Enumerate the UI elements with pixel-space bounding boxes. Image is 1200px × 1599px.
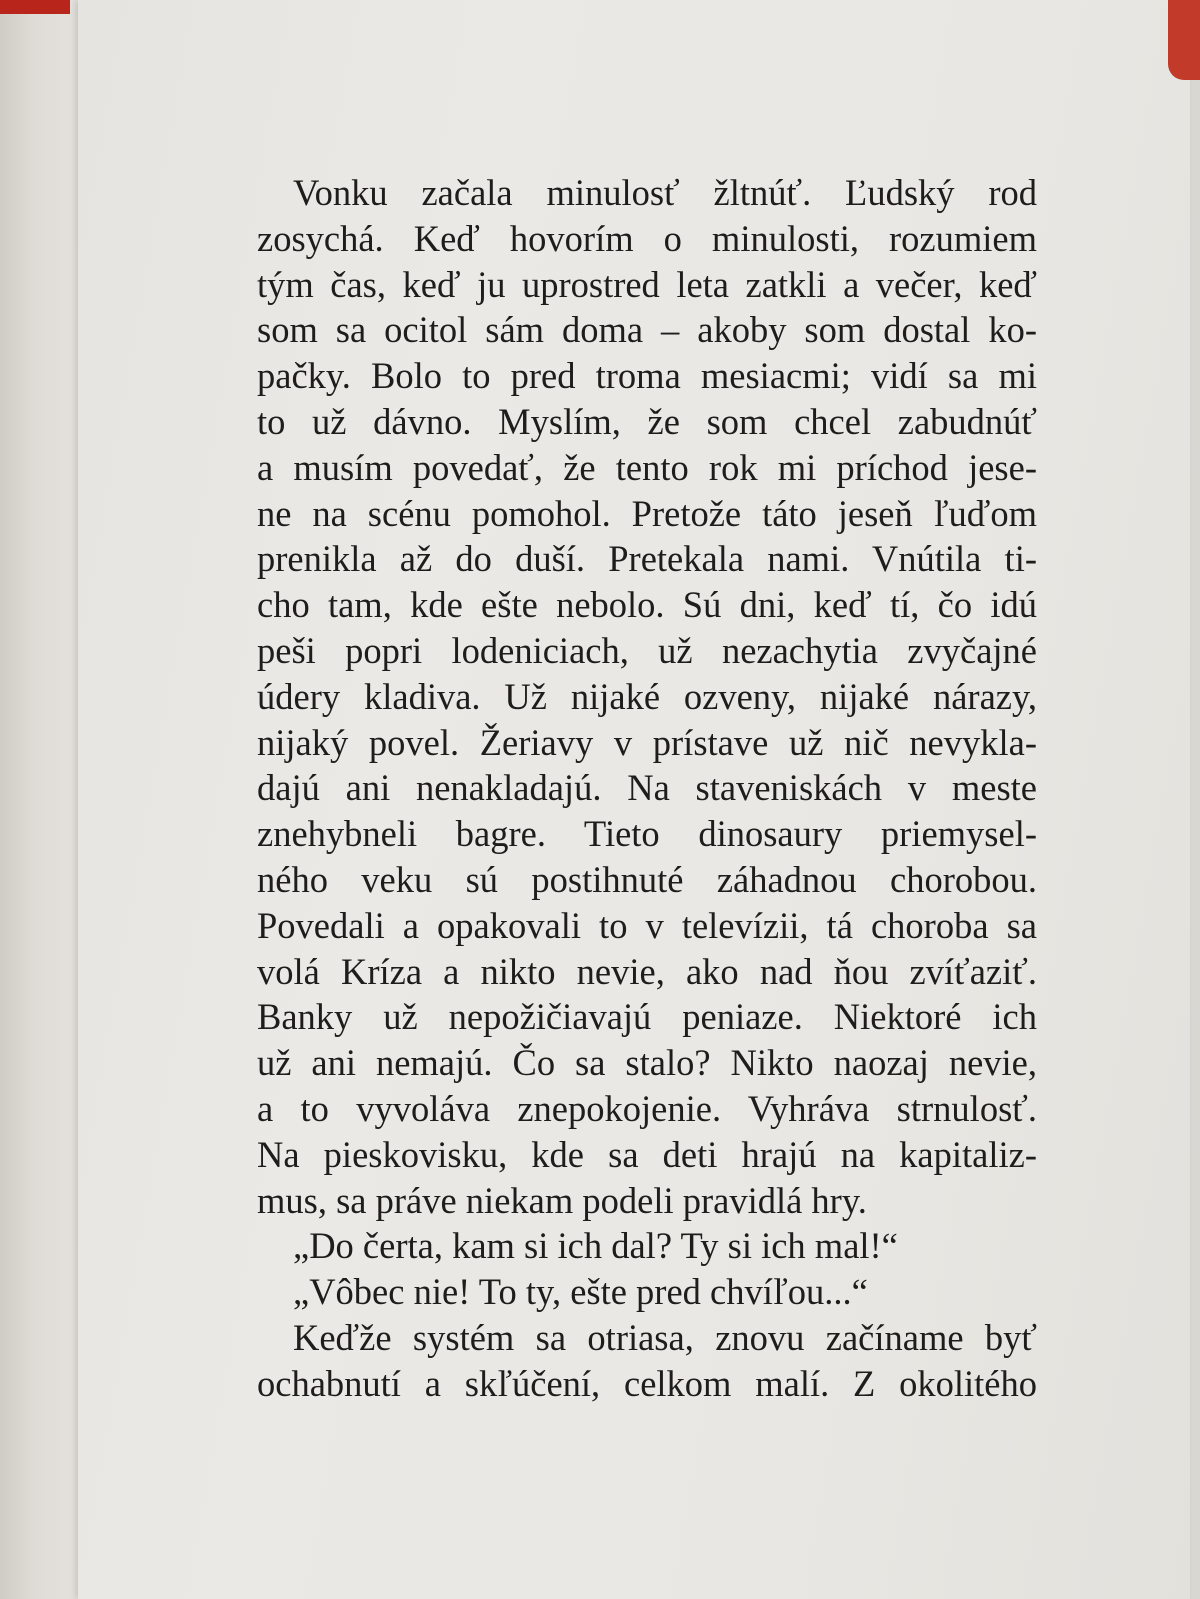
text-line: už ani nemajú. Čo sa stalo? Nikto naozaj nevie, <box>257 1042 1037 1084</box>
book-cover-edge <box>0 0 70 14</box>
text-line: Banky už nepožičiavajú peniaze. Niektoré ich <box>257 996 1037 1038</box>
text-line: Keďže systém sa otriasa, znovu začíname byť <box>293 1316 1037 1358</box>
text-line: zosychá. Keď hovorím o minulosti, rozumiem <box>257 217 1037 259</box>
text-line: mus, sa práve niekam podeli pravidlá hry. <box>257 1179 867 1221</box>
text-line: Vonku začala minulosť žltnúť. Ľudský rod <box>293 172 1037 213</box>
text-line: cho tam, kde ešte nebolo. Sú dni, keď tí, čo idú <box>257 584 1037 626</box>
text-line: tým čas, keď ju uprostred leta zatkli a večer, keď <box>257 263 1037 305</box>
page-text <box>257 170 1037 1407</box>
text-line: prenikla až do duší. Pretekala nami. Vnútila ti- <box>257 538 1037 580</box>
text-line: ného veku sú postihnuté záhadnou chorobou. <box>257 858 1037 900</box>
previous-page-edge <box>0 0 78 1599</box>
text-line: dajú ani nenakladajú. Na staveniskách v meste <box>257 767 1037 809</box>
text-line: Povedali a opakovali to v televízii, tá choroba sa <box>257 904 1037 946</box>
book-cover-corner <box>1168 0 1200 80</box>
text-line: „Do čerta, kam si ich dal? Ty si ich mal!“ <box>293 1225 898 1267</box>
text-line: a musím povedať, že tento rok mi príchod jese- <box>257 446 1037 488</box>
text-line: a to vyvoláva znepokojenie. Vyhráva strnulosť. <box>257 1087 1037 1129</box>
text-line: to už dávno. Myslím, že som chcel zabudnúť <box>257 400 1037 442</box>
text-line: ochabnutí a skľúčení, celkom malí. Z okolitého <box>257 1362 1037 1404</box>
text-line: Na pieskovisku, kde sa deti hrajú na kapitaliz- <box>257 1133 1037 1175</box>
text-line: pačky. Bolo to pred troma mesiacmi; vidí sa mi <box>257 355 1037 397</box>
text-line: nijaký povel. Žeriavy v prístave už nič nevykla- <box>257 721 1037 763</box>
text-line: „Vôbec nie! To ty, ešte pred chvíľou...“ <box>293 1271 868 1313</box>
text-line: volá Kríza a nikto nevie, ako nad ňou zvíťaziť. <box>257 950 1037 992</box>
text-line: údery kladiva. Už nijaké ozveny, nijaké nárazy, <box>257 675 1037 717</box>
text-line: znehybneli bagre. Tieto dinosaury priemysel- <box>257 813 1037 855</box>
text-line: ne na scénu pomohol. Pretože táto jeseň ľuďom <box>257 492 1037 534</box>
text-line: peši popri lodeniciach, už nezachytia zvyčajné <box>257 629 1037 671</box>
text-line: som sa ocitol sám doma – akoby som dostal ko- <box>257 309 1037 351</box>
